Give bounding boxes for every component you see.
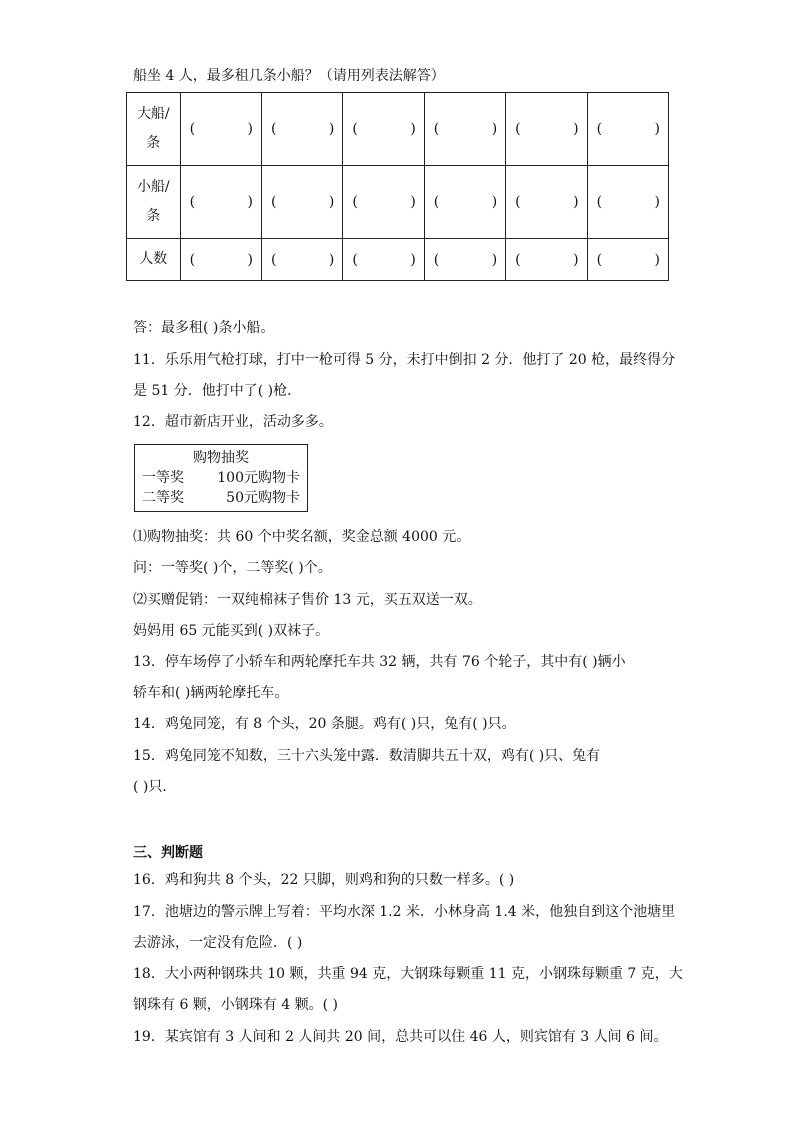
answer-blank[interactable]: ( ) xyxy=(180,166,261,239)
answer-blank[interactable]: ( ) xyxy=(343,239,424,281)
answer-blank[interactable]: ( ) xyxy=(587,93,668,166)
question-12-part1: ⑴购物抽奖：共 60 个中奖名额，奖金总额 4000 元。 xyxy=(133,529,471,545)
question-13-line2: 轿车和( )辆两轮摩托车。 xyxy=(133,685,289,701)
question-16: 16．鸡和狗共 8 个头，22 只脚，则鸡和狗的只数一样多。( ) xyxy=(133,872,515,888)
prize-row-second: 二等奖 50元购物卡 xyxy=(142,490,300,506)
table-row xyxy=(127,239,669,281)
question-15-line1: 15．鸡兔同笼不知数，三十六头笼中露．数清脚共五十双，鸡有( )只、兔有 xyxy=(133,748,601,764)
answer-blank[interactable]: ( ) xyxy=(262,93,343,166)
answer-blank[interactable]: ( ) xyxy=(506,93,587,166)
row-header-people: 人数 xyxy=(127,239,181,281)
problem-intro: 船坐 4 人，最多租几条小船？（请用列表法解答） xyxy=(133,68,445,84)
answer-blank[interactable]: ( ) xyxy=(424,93,505,166)
question-19: 19．某宾馆有 3 人间和 2 人间共 20 间，总共可以住 46 人，则宾馆有 3 人间 6 间。 xyxy=(133,1029,668,1045)
answer-blank[interactable]: ( ) xyxy=(180,93,261,166)
rental-table xyxy=(126,92,669,281)
row-header-small-boat: 小船/ 条 xyxy=(127,166,181,239)
answer-q10: 答：最多租( )条小船。 xyxy=(133,320,275,336)
prize-row-first: 一等奖 100元购物卡 xyxy=(142,470,300,486)
question-17-line2: 去游泳，一定没有危险．( ) xyxy=(133,935,303,951)
question-12-part2: ⑵买赠促销：一双纯棉袜子售价 13 元，买五双送一双。 xyxy=(133,592,482,608)
question-12-title: 12．超市新店开业，活动多多。 xyxy=(133,414,333,430)
row-header-big-boat: 大船/ 条 xyxy=(127,93,181,166)
answer-blank[interactable]: ( ) xyxy=(587,166,668,239)
question-15-line2: ( )只． xyxy=(133,779,177,795)
question-18-line1: 18．大小两种钢珠共 10 颗，共重 94 克，大钢珠每颗重 11 克，小钢珠每颗重 7 克，大 xyxy=(133,966,683,982)
answer-blank[interactable]: ( ) xyxy=(424,166,505,239)
lottery-prize-box xyxy=(134,444,308,512)
question-11-line2: 是 51 分．他打中了( )枪． xyxy=(133,383,302,399)
answer-blank[interactable]: ( ) xyxy=(506,166,587,239)
question-11-line1: 11．乐乐用气枪打球，打中一枪可得 5 分，未打中倒扣 2 分．他打了 20 枪，最终得分 xyxy=(133,352,676,368)
answer-blank[interactable]: ( ) xyxy=(506,239,587,281)
answer-blank[interactable]: ( ) xyxy=(262,239,343,281)
answer-blank[interactable]: ( ) xyxy=(343,166,424,239)
prize-box-title: 购物抽奖 xyxy=(193,450,249,466)
question-14: 14．鸡兔同笼，有 8 个头，20 条腿。鸡有( )只，兔有( )只。 xyxy=(133,716,516,732)
question-17-line1: 17．池塘边的警示牌上写着：平均水深 1.2 米．小林身高 1.4 米，他独自到这个池塘里 xyxy=(133,904,676,920)
question-18-line2: 钢珠有 6 颗，小钢珠有 4 颗。( ) xyxy=(133,997,338,1013)
answer-blank[interactable]: ( ) xyxy=(180,239,261,281)
table-row xyxy=(127,93,669,166)
answer-blank[interactable]: ( ) xyxy=(587,239,668,281)
answer-blank[interactable]: ( ) xyxy=(424,239,505,281)
question-13-line1: 13．停车场停了小轿车和两轮摩托车共 32 辆，共有 76 个轮子，其中有( )辆小 xyxy=(133,654,626,670)
table-row xyxy=(127,166,669,239)
question-12-part1-ask: 问：一等奖( )个，二等奖( )个。 xyxy=(133,560,332,576)
answer-blank[interactable]: ( ) xyxy=(343,93,424,166)
answer-blank[interactable]: ( ) xyxy=(262,166,343,239)
question-12-part2-ask: 妈妈用 65 元能买到( )双袜子。 xyxy=(133,623,330,639)
section-title-judgement: 三、判断题 xyxy=(133,845,203,861)
